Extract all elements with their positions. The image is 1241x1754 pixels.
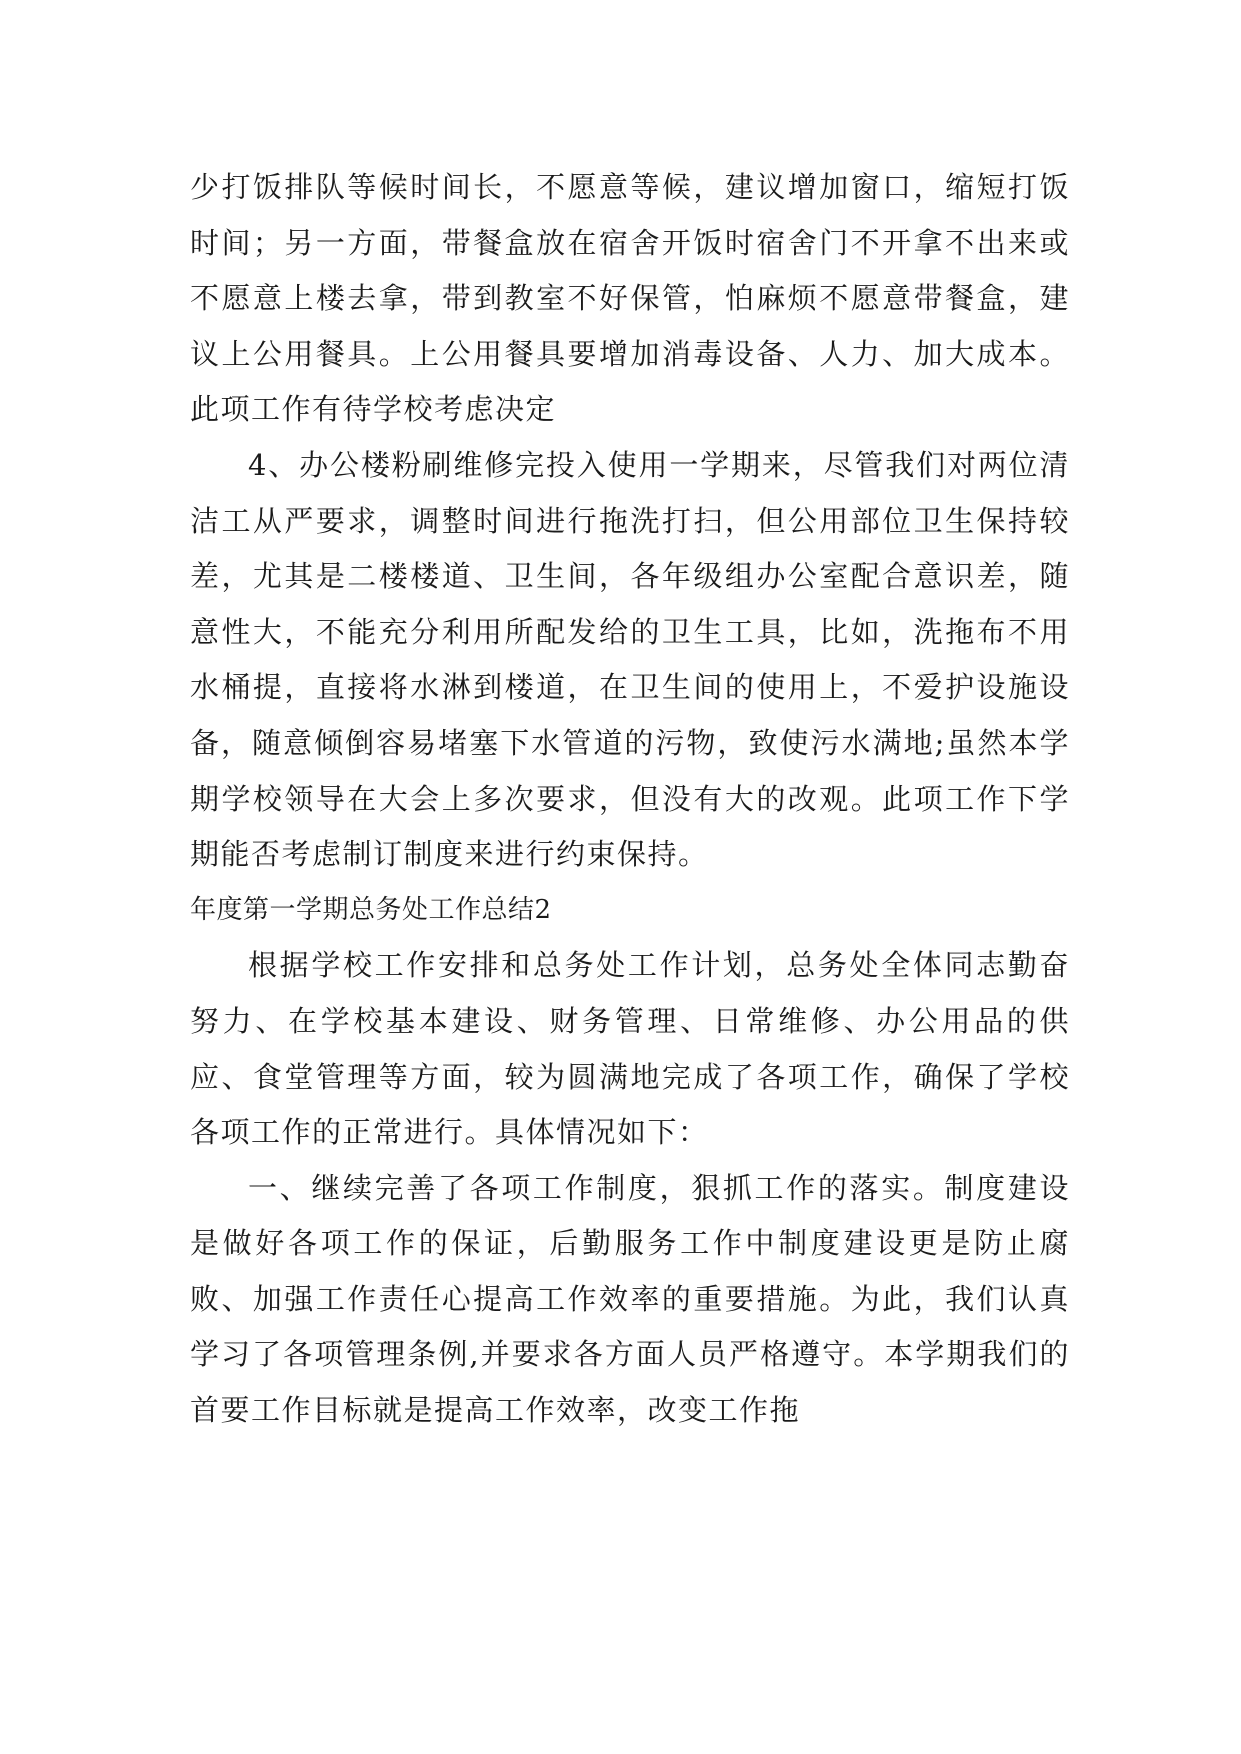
paragraph-continued: 少打饭排队等候时间长，不愿意等候，建议增加窗口，缩短打饭时间；另一方面，带餐盒放在宿舍开饭时宿舍门不开拿不出来或不愿意上楼去拿，带到教室不好保管，怕麻烦不愿意带餐盒，建议上公用餐具。上公用餐具要增加消毒设备、人力、加大成本。此项工作有待学校考虑决定 bbox=[190, 170, 1070, 427]
document-body bbox=[190, 160, 1070, 1439]
paragraph-intro: 根据学校工作安排和总务处工作计划，总务处全体同志勤奋努力、在学校基本建设、财务管理、日常维修、办公用品的供应、食堂管理等方面，较为圆满地完成了各项工作，确保了学校各项工作的正常进行。具体情况如下： bbox=[190, 948, 1070, 1150]
section-heading: 年度第一学期总务处工作总结2 bbox=[190, 894, 552, 925]
paragraph-item-4: 4、办公楼粉刷维修完投入使用一学期来，尽管我们对两位清洁工从严要求，调整时间进行拖洗打扫，但公用部位卫生保持较差，尤其是二楼楼道、卫生间，各年级组办公室配合意识差，随意性大，不能充分利用所配发给的卫生工具，比如，洗拖布不用水桶提，直接将水淋到楼道，在卫生间的使用上，不爱护设施设备，随意倾倒容易堵塞下水管道的污物，致使污水满地;虽然本学期学校领导在大会上多次要求，但没有大的改观。此项工作下学期能否考虑制订制度来进行约束保持。 bbox=[190, 447, 1070, 872]
paragraph-section-1: 一、继续完善了各项工作制度，狠抓工作的落实。制度建设是做好各项工作的保证，后勤服务工作中制度建设更是防止腐败、加强工作责任心提高工作效率的重要措施。为此，我们认真学习了各项管理条例,并要求各方面人员严格遵守。本学期我们的首要工作目标就是提高工作效率，改变工作拖 bbox=[190, 1170, 1070, 1428]
